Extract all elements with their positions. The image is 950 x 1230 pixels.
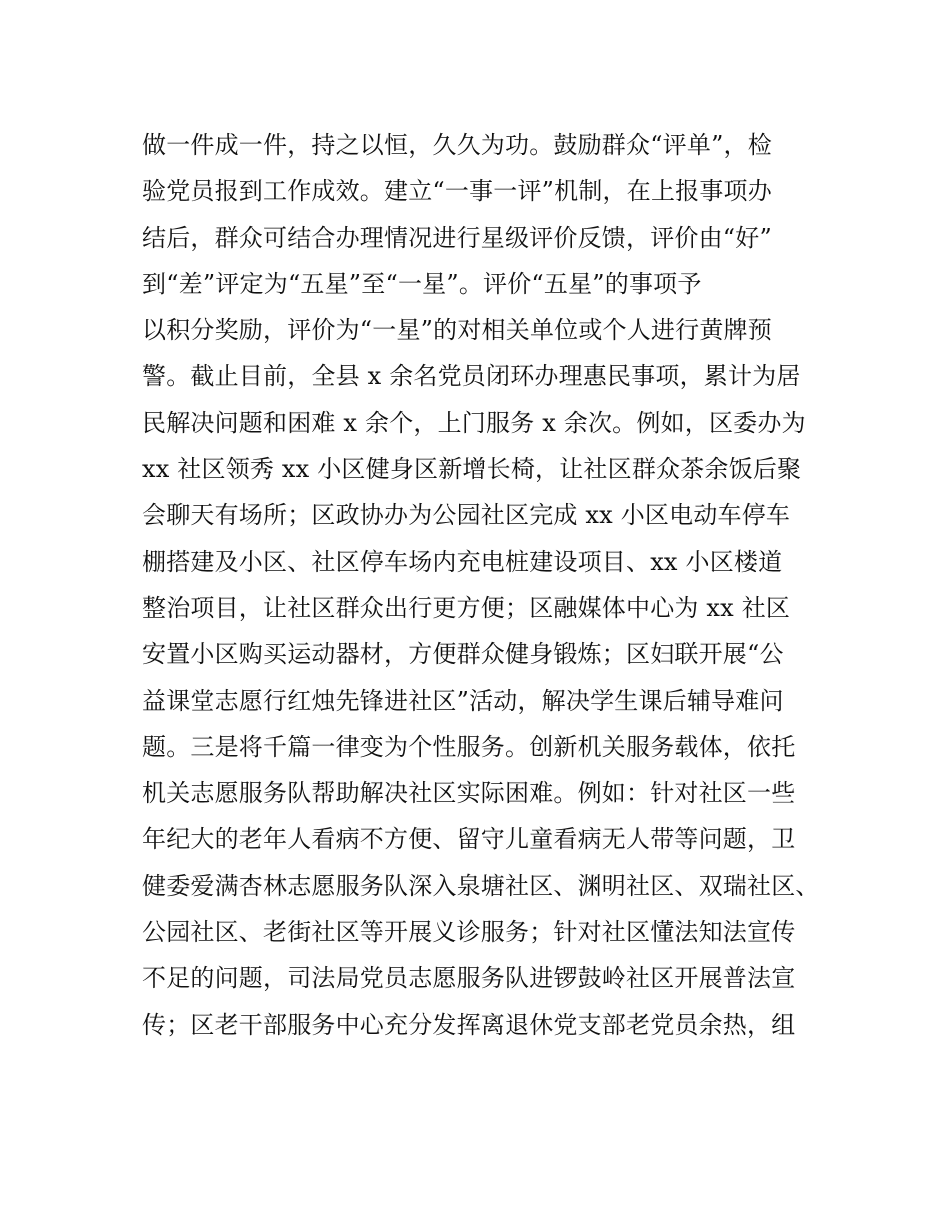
- text-line: 不足的问题，司法局党员志愿服务队进锣鼓岭社区开展普法宣: [142, 964, 796, 993]
- text-line: 安置小区购买运动器材，方便群众健身锻炼；区妇联开展“公: [142, 640, 784, 669]
- text-line: 年纪大的老年人看病不方便、留守儿童看病无人带等问题，卫: [142, 825, 796, 854]
- text-line: 做一件成一件，持之以恒，久久为功。鼓励群众“评单”，检: [142, 131, 772, 159]
- text-line: 传；区老干部服务中心充分发挥离退休党支部老党员余热，组: [142, 1010, 796, 1039]
- text-line: 民解决问题和困难 x 余个，上门服务 x 余次。例如，区委办为: [142, 408, 806, 437]
- text-line: 棚搭建及小区、社区停车场内充电桩建设项目、xx 小区楼道: [142, 547, 783, 576]
- text-line: 整治项目，让社区群众出行更方便；区融媒体中心为 xx 社区: [142, 593, 791, 622]
- text-line: 益课堂志愿行红烛先锋进社区”活动，解决学生课后辅导难问: [142, 686, 784, 715]
- body-paragraph: [142, 122, 842, 1048]
- text-line: 题。三是将千篇一律变为个性服务。创新机关服务载体，依托: [142, 732, 796, 761]
- text-line: 到“差”评定为“五星”至“一星”。评价“五星”的事项予: [142, 269, 702, 298]
- text-line: 验党员报到工作成效。建立“一事一评”机制，在上报事项办: [142, 177, 772, 206]
- text-line: 会聊天有场所；区政协办为公园社区完成 xx 小区电动车停车: [142, 501, 791, 530]
- text-line: 机关志愿服务队帮助解决社区实际困难。例如：针对社区一些: [142, 779, 796, 808]
- text-line: 结后，群众可结合办理情况进行星级评价反馈，评价由“好”: [142, 223, 772, 252]
- text-line: xx 社区领秀 xx 小区健身区新增长椅，让社区群众茶余饭后聚: [142, 455, 802, 484]
- text-line: 健委爱满杏林志愿服务队深入泉塘社区、渊明社区、双瑞社区、: [142, 871, 820, 900]
- text-line: 警。截止目前，全县 x 余名党员闭环办理惠民事项，累计为居: [142, 362, 801, 391]
- text-line: 以积分奖励，评价为“一星”的对相关单位或个人进行黄牌预: [142, 316, 772, 345]
- text-line: 公园社区、老街社区等开展义诊服务；针对社区懂法知法宣传: [142, 918, 796, 947]
